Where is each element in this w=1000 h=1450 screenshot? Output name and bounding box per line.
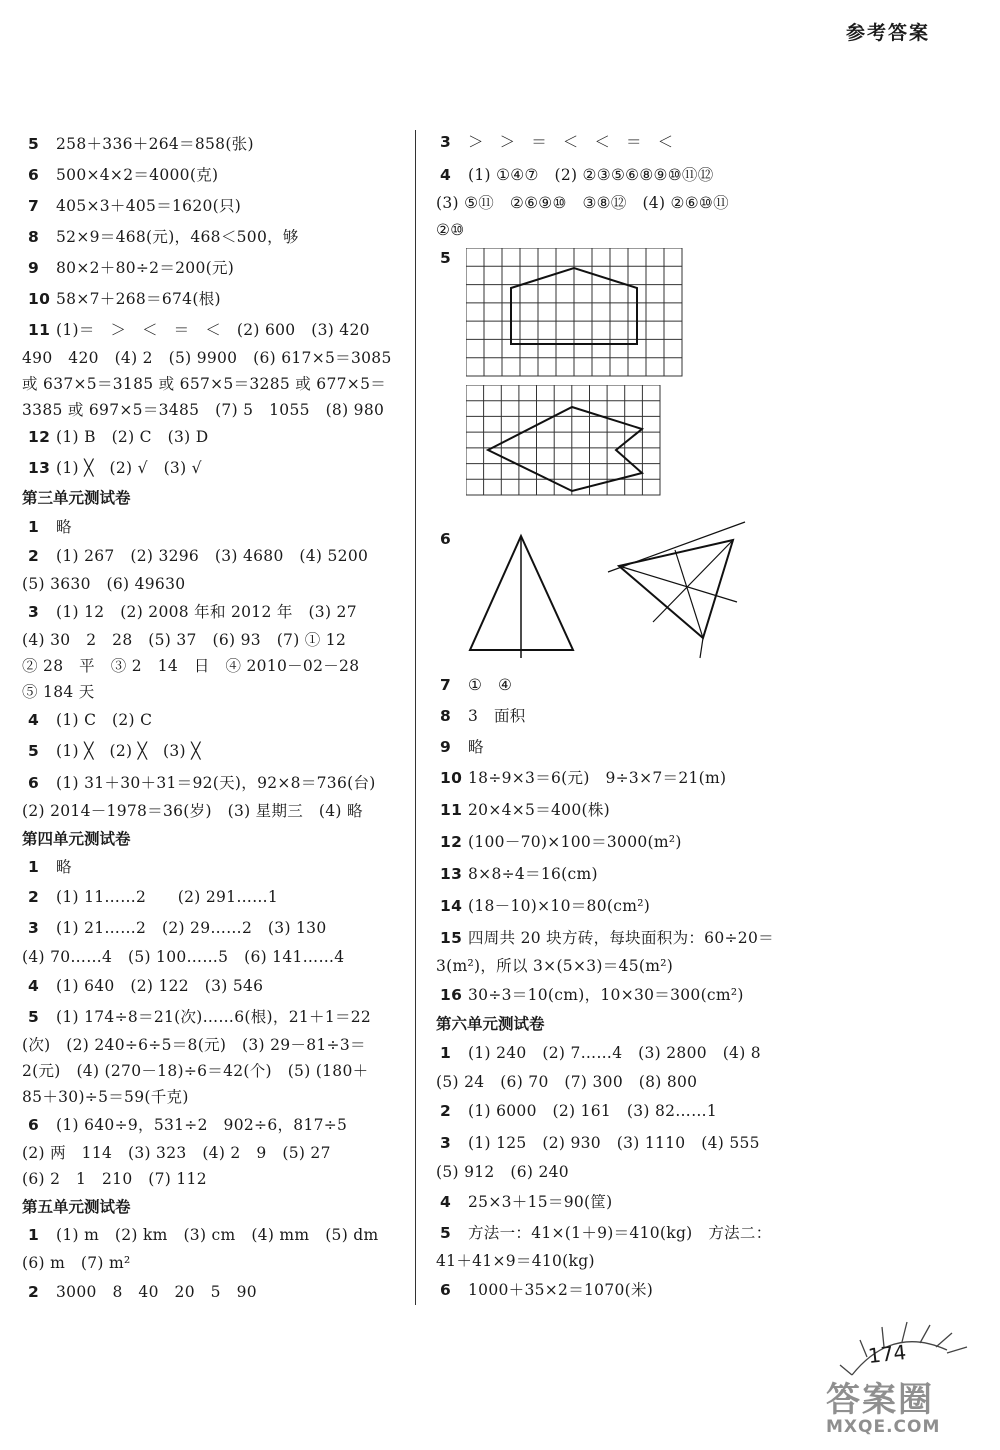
answer-line [28,226,299,248]
answer-line [28,709,152,731]
answer-line [440,131,673,153]
page-header-title: 参考答案 [845,22,930,44]
answer-text: 略 [468,738,484,756]
answer-line [440,984,744,1006]
question-number: 4 [440,1193,452,1211]
question-number: 7 [440,676,452,694]
answer-line [440,831,682,853]
answer-text: 41＋41×9＝410(kg) [436,1252,595,1270]
section-heading: 第四单元测试卷 [22,830,131,848]
question-number: 10 [28,290,51,308]
answer-line [440,863,598,885]
answer-line [440,164,714,186]
answer-text: (1) 12 (2) 2008 年和 2012 年 (3) 27 [56,603,357,621]
question-number: 6 [28,774,40,792]
answer-line [22,1034,366,1056]
answer-line [28,772,376,794]
question-number: 7 [28,197,40,215]
answer-text: 258＋336＋264＝858(张) [56,135,254,153]
answer-line [22,1086,189,1108]
answer-line [440,1279,653,1301]
answer-text: 20×4×5＝400(株) [468,801,610,819]
answer-line [436,955,673,977]
answer-text: 1000＋35×2＝1070(米) [468,1281,654,1299]
column-divider [415,130,416,1305]
answer-line [22,800,363,822]
answer-text: (1) 174÷8＝21(次)……6(根)，21＋1＝22 [56,1008,372,1026]
question-number: 4 [440,166,452,184]
question-number: 11 [440,801,463,819]
answer-text: 85＋30)÷5＝59(千克) [22,1088,189,1106]
section-heading: 第六单元测试卷 [436,1015,545,1033]
question-number: 6 [440,1281,452,1299]
answer-line [440,528,468,550]
answer-line [28,886,278,908]
answer-text: (5) 24 (6) 70 (7) 300 (8) 800 [436,1073,698,1091]
question-number: 5 [28,135,40,153]
question-number: 8 [28,228,40,246]
question-number: 6 [440,530,452,548]
answer-text: (5) 3630 (6) 49630 [22,575,186,593]
answer-line [28,195,241,217]
answer-line [436,1161,569,1183]
answer-text: (2) 2014－1978＝36(岁) (3) 星期三 (4) 略 [22,802,363,820]
answer-line [28,917,327,939]
triangle-figure [465,528,585,658]
answer-text: (1)＝ ＞ ＜ ＝ ＜ (2) 600 (3) 420 [56,321,370,339]
question-number: 1 [28,858,40,876]
answer-line [440,247,468,269]
answer-line [28,856,72,878]
answer-text: 方法一：41×(1＋9)＝410(kg) 方法二： [468,1224,772,1242]
answer-line [28,164,218,186]
answer-line [28,319,370,341]
answer-text: 18÷9×3＝6(元) 9÷3×7＝21(m) [468,769,727,787]
watermark [826,1372,940,1437]
answer-line [22,373,386,395]
answer-line [22,681,95,703]
answer-line [440,767,726,789]
question-number: 9 [440,738,452,756]
question-number: 6 [28,1116,40,1134]
answer-line [28,1224,379,1246]
answer-line [22,347,392,369]
answer-text: ⑤ 184 天 [22,683,95,701]
answer-text: (6) 2 1 210 (7) 112 [22,1170,207,1188]
question-number: 10 [440,769,463,787]
answer-line [28,1281,257,1303]
answer-line [22,1252,130,1274]
question-number: 11 [28,321,51,339]
answer-text: 3385 或 697×5＝3485 (7) 5 1055 (8) 980 [22,401,385,419]
answer-line [22,1060,368,1082]
question-number: 3 [28,919,40,937]
question-number: 5 [28,1008,40,1026]
answer-line [22,1142,331,1164]
answer-line [436,1071,697,1093]
answer-text: ②⑩ [436,221,465,239]
question-number: 3 [440,1134,452,1152]
answer-text: 405×3＋405＝1620(只) [56,197,242,215]
answer-text: (1) C (2) C [56,711,153,729]
answer-line [28,426,208,448]
answer-line [436,1250,595,1272]
triangle-altitudes-figure [605,520,755,665]
answer-line [440,1100,717,1122]
answer-line [28,975,263,997]
question-number: 6 [28,166,40,184]
question-number: 13 [440,865,463,883]
question-number: 3 [440,133,452,151]
answer-text: 略 [56,858,72,876]
page-number: 174 [866,1340,908,1368]
answer-text: (次) (2) 240÷6÷5＝8(元) (3) 29－81÷3＝ [22,1036,366,1054]
answer-line [440,927,774,949]
answer-line [28,740,201,762]
answer-line [28,288,221,310]
section-heading: 第五单元测试卷 [22,1198,131,1216]
answer-line [28,1114,347,1136]
answer-line [22,1168,207,1190]
answer-text: (6) m (7) m² [22,1254,131,1272]
answer-line [28,457,202,479]
answer-line [440,1042,761,1064]
question-number: 3 [28,603,40,621]
answer-text: 490 420 (4) 2 (5) 9900 (6) 617×5＝3085 [22,349,392,367]
answer-line [440,895,650,917]
question-number: 5 [440,1224,452,1242]
section-heading: 第三单元测试卷 [22,489,131,507]
answer-text: (1) m (2) km (3) cm (4) mm (5) dm [56,1226,379,1244]
answer-text: (1) ①④⑦ (2) ②③⑤⑥⑧⑨⑩⑪⑫ [468,166,714,184]
answer-line [440,674,512,696]
answer-line [440,705,526,727]
question-number: 14 [440,897,463,915]
answer-line [28,601,357,623]
answer-line [28,516,72,538]
question-number: 16 [440,986,463,1004]
watermark-url: MXQE.COM [826,1417,941,1437]
answer-text: 四周共 20 块方砖，每块面积为：60÷20＝ [468,929,774,947]
answer-text: (1) B (2) C (3) D [56,428,209,446]
answer-text: 3(m²)，所以 3×(5×3)＝45(m²) [436,957,674,975]
answer-text: (1) 21……2 (2) 29……2 (3) 130 [56,919,327,937]
answer-line [28,1006,371,1028]
question-number: 15 [440,929,463,947]
question-number: 5 [440,249,452,267]
answer-line [440,1132,760,1154]
answer-line [28,133,254,155]
answer-line [440,736,484,758]
answer-text: (1) 31＋30＋31＝92(天)，92×8＝736(台) [56,774,376,792]
answer-text: 2(元) (4) (270－18)÷6＝42(个) (5) (180＋ [22,1062,369,1080]
answer-text: ① ④ [468,676,513,694]
question-number: 2 [28,888,40,906]
answer-text: 3000 8 40 20 5 90 [56,1283,257,1301]
answer-text: (1) 11……2 (2) 291……1 [56,888,279,906]
answer-line [436,192,729,214]
answer-text: 58×7＋268＝674(根) [56,290,221,308]
answer-text: (1) ╳ (2) √ (3) √ [56,459,202,477]
question-number: 12 [440,833,463,851]
answer-text: 或 637×5＝3185 或 657×5＝3285 或 677×5＝ [22,375,387,393]
question-number: 13 [28,459,51,477]
grid-figure-kite [466,385,686,515]
answer-line [22,399,384,421]
watermark-title: 答案圈 [826,1380,934,1420]
question-number: 12 [28,428,51,446]
question-number: 2 [440,1102,452,1120]
answer-text: (1) 640÷9，531÷2 902÷6，817÷5 [56,1116,348,1134]
question-number: 1 [440,1044,452,1062]
answer-text: (4) 70……4 (5) 100……5 (6) 141……4 [22,948,345,966]
question-number: 9 [28,259,40,277]
question-number: 2 [28,547,40,565]
answer-text: 25×3＋15＝90(筐) [468,1193,613,1211]
answer-line [28,257,234,279]
answer-line [28,545,368,567]
answer-text: (1) 6000 (2) 161 (3) 82……1 [468,1102,718,1120]
answer-text: 8×8÷4＝16(cm) [468,865,598,883]
answer-text: 500×4×2＝4000(克) [56,166,219,184]
answer-text: ＞ ＞ ＝ ＜ ＜ ＝ ＜ [468,133,674,151]
answer-text: (3) ⑤⑪ ②⑥⑨⑩ ③⑧⑫ (4) ②⑥⑩⑪ [436,194,729,212]
answer-line [22,573,185,595]
answer-text: (2) 两 114 (3) 323 (4) 2 9 (5) 27 [22,1144,331,1162]
question-number: 2 [28,1283,40,1301]
answer-text: (5) 912 (6) 240 [436,1163,569,1181]
answer-line [22,629,346,651]
question-number: 8 [440,707,452,725]
answer-text: (1) 240 (2) 7……4 (3) 2800 (4) 8 [468,1044,761,1062]
answer-line [440,799,610,821]
answer-line [22,655,359,677]
answer-text: 80×2＋80÷2＝200(元) [56,259,235,277]
answer-line [440,1191,613,1213]
answer-line [436,219,464,241]
question-number: 5 [28,742,40,760]
answer-text: (1) ╳ (2) ╳ (3) ╳ [56,742,201,760]
answer-line [22,946,344,968]
question-number: 1 [28,518,40,536]
grid-figure-hexagon [466,248,686,378]
answer-text: (100－70)×100＝3000(m²) [468,833,682,851]
answer-text: 3 面积 [468,707,526,725]
answer-text: (1) 267 (2) 3296 (3) 4680 (4) 5200 [56,547,369,565]
answer-text: 略 [56,518,72,536]
answer-text: (18－10)×10＝80(cm²) [468,897,651,915]
question-number: 4 [28,977,40,995]
question-number: 4 [28,711,40,729]
answer-text: ② 28 平 ③ 2 14 日 ④ 2010－02－28 [22,657,360,675]
answer-text: (4) 30 2 28 (5) 37 (6) 93 (7) ① 12 [22,631,347,649]
answer-text: (1) 640 (2) 122 (3) 546 [56,977,264,995]
answer-text: (1) 125 (2) 930 (3) 1110 (4) 555 [468,1134,760,1152]
question-number: 1 [28,1226,40,1244]
answer-text: 30÷3＝10(cm)，10×30＝300(cm²) [468,986,744,1004]
answer-text: 52×9＝468(元)，468＜500，够 [56,228,299,246]
answer-line [440,1222,772,1244]
